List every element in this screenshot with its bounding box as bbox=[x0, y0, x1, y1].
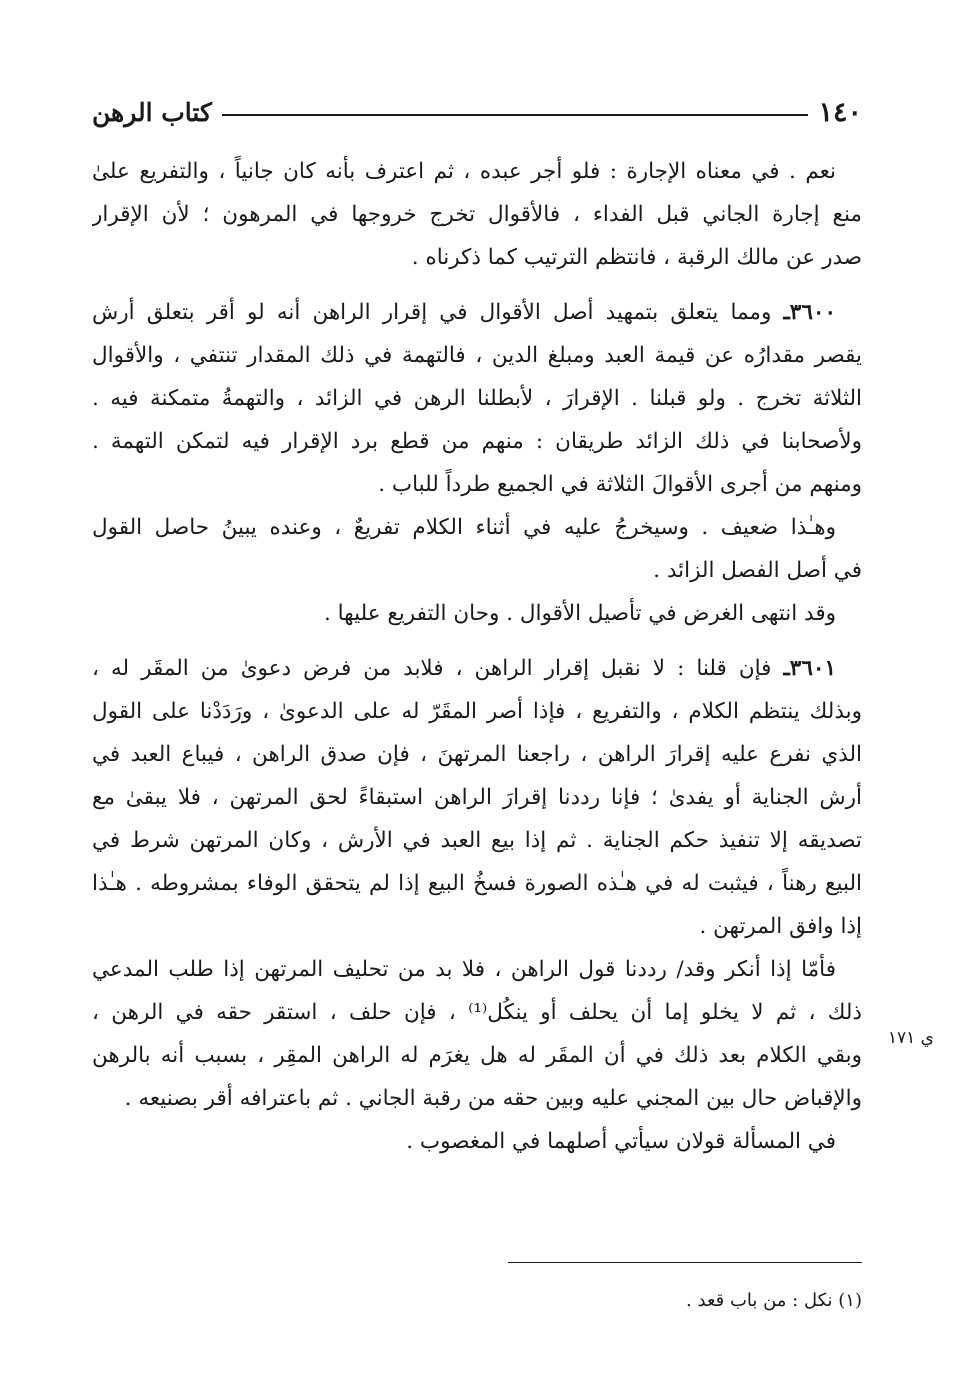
main-text bbox=[92, 150, 862, 1163]
text-line bbox=[92, 150, 862, 193]
text-line bbox=[92, 1120, 862, 1163]
line-text: والإقباض حال بين المجني عليه وبين حقه من رقبة الجاني . ثم باعترافه أقر بصنيعه . bbox=[124, 1086, 862, 1111]
text-line bbox=[92, 549, 862, 592]
text-line bbox=[92, 733, 862, 776]
paragraph-gap bbox=[92, 635, 862, 647]
line-text: ولأصحابنا في ذلك الزائد طريقان : منهم من قطع برد الإقرار فيه لتمكن التهمة . bbox=[92, 429, 862, 454]
paragraph-number: ٣٦٠٠ـ bbox=[783, 300, 836, 325]
text-line bbox=[92, 334, 862, 377]
text-line bbox=[92, 776, 862, 819]
line-text: صدر عن مالك الرقبة ، فانتظم الترتيب كما ذكرناه . bbox=[411, 245, 862, 270]
line-text: ومما يتعلق بتمهيد أصل الأقوال في إقرار الراهن أنه لو أقر بتعلق أرش bbox=[92, 300, 784, 325]
text-line bbox=[92, 377, 862, 420]
line-text: وبذلك ينتظم الكلام ، والتفريع ، فإذا أصر المقَرّ له على الدعوىٰ ، ورَدَدْنا على القول bbox=[92, 699, 862, 724]
book-title: كتاب الرهن bbox=[92, 97, 212, 127]
header-rule bbox=[222, 114, 809, 116]
footnote-rule bbox=[508, 1262, 862, 1263]
manuscript-folio-note: ي ١٧١ bbox=[887, 1028, 934, 1048]
paragraph-gap bbox=[92, 279, 862, 291]
line-text: الثلاثة تخرج . ولو قبلنا . الإقرارَ ، لأبطلنا الرهن في الزائد ، والتهمةُ متمكنة فيه . bbox=[92, 386, 862, 411]
line-text: فأمّا إذا أنكر وقد/ رددنا قول الراهن ، فلا بد من تحليف المرتهن إذا طلب المدعي bbox=[92, 957, 836, 982]
line-text: وقد انتهى الغرض في تأصيل الأقوال . وحان التفريع عليها . bbox=[323, 601, 836, 626]
text-line bbox=[92, 193, 862, 236]
line-text: في المسألة قولان سيأتي أصلهما في المغصوب . bbox=[406, 1129, 836, 1154]
line-text: فإن قلنا : لا نقبل إقرار الراهن ، فلابد من فرض دعوىٰ من المقَر له ، bbox=[92, 656, 784, 681]
text-line bbox=[92, 463, 862, 506]
page-number: ١٤٠ bbox=[818, 96, 862, 128]
text-line bbox=[92, 819, 862, 862]
text-line bbox=[92, 690, 862, 733]
text-line bbox=[92, 291, 862, 334]
running-header bbox=[92, 92, 862, 132]
line-text: وهـٰذا ضعيف . وسيخرجُ عليه في أثناء الكلام تفريعٌ ، وعنده يبينُ حاصل القول bbox=[92, 515, 836, 540]
line-text: أرش الجناية أو يفدىٰ ؛ فإنا رددنا إقرارَ الراهن استبقاءً لحق المرتهن ، فلا يبقىٰ مع bbox=[92, 785, 862, 810]
line-text: في أصل الفصل الزائد . bbox=[653, 558, 862, 583]
line-text: الذي نفرع عليه إقرارَ الراهن ، راجعنا المرتهنَ ، فإن صدق الراهن ، فيباع العبد في bbox=[92, 742, 862, 767]
line-text: ذلك ، ثم لا يخلو إما أن يحلف أو ينكُل⁽¹⁾ ، فإن حلف ، استقر حقه في الرهن ، bbox=[92, 1000, 862, 1025]
line-text: وبقي الكلام بعد ذلك في أن المقَر له هل يغرَم له الراهن المقِر ، بسبب أنه بالرهن bbox=[92, 1043, 862, 1068]
text-line bbox=[92, 647, 862, 690]
text-line bbox=[92, 862, 862, 905]
text-line bbox=[92, 592, 862, 635]
line-text: نعم . في معناه الإجارة : فلو أجر عبده ، ثم اعترف بأنه كان جانياً ، والتفريع علىٰ bbox=[92, 159, 836, 184]
paragraph-number: ٣٦٠١ـ bbox=[783, 656, 836, 681]
line-text: يقصر مقدارُه عن قيمة العبد ومبلغ الدين ، فالتهمة في ذلك المقدار تنتفي ، والأقوال bbox=[92, 343, 862, 368]
text-line bbox=[92, 506, 862, 549]
text-line bbox=[92, 905, 862, 948]
text-line bbox=[92, 1077, 862, 1120]
line-text: البيع رهناً ، فيثبت له في هـٰذه الصورة فسخُ البيع إذا لم يتحقق الوفاء بمشروطه . هـٰذا bbox=[92, 871, 862, 896]
footnote: (١) نكل : من باب قعد . bbox=[686, 1290, 862, 1311]
text-line bbox=[92, 420, 862, 463]
line-text: تصديقه إلا تنفيذ حكم الجناية . ثم إذا بيع العبد في الأرش ، وكان المرتهن شرط في bbox=[92, 828, 862, 853]
text-line bbox=[92, 1034, 862, 1077]
line-text: ومنهم من أجرى الأقوالَ الثلاثة في الجميع طرداً للباب . bbox=[378, 472, 862, 497]
text-line bbox=[92, 236, 862, 279]
line-text: منع إجارة الجاني قبل الفداء ، فالأقوال تخرج خروجها في المرهون ؛ لأن الإقرار bbox=[92, 202, 862, 227]
text-line bbox=[92, 948, 862, 991]
line-text: إذا وافق المرتهن . bbox=[699, 914, 862, 939]
text-line bbox=[92, 991, 862, 1034]
